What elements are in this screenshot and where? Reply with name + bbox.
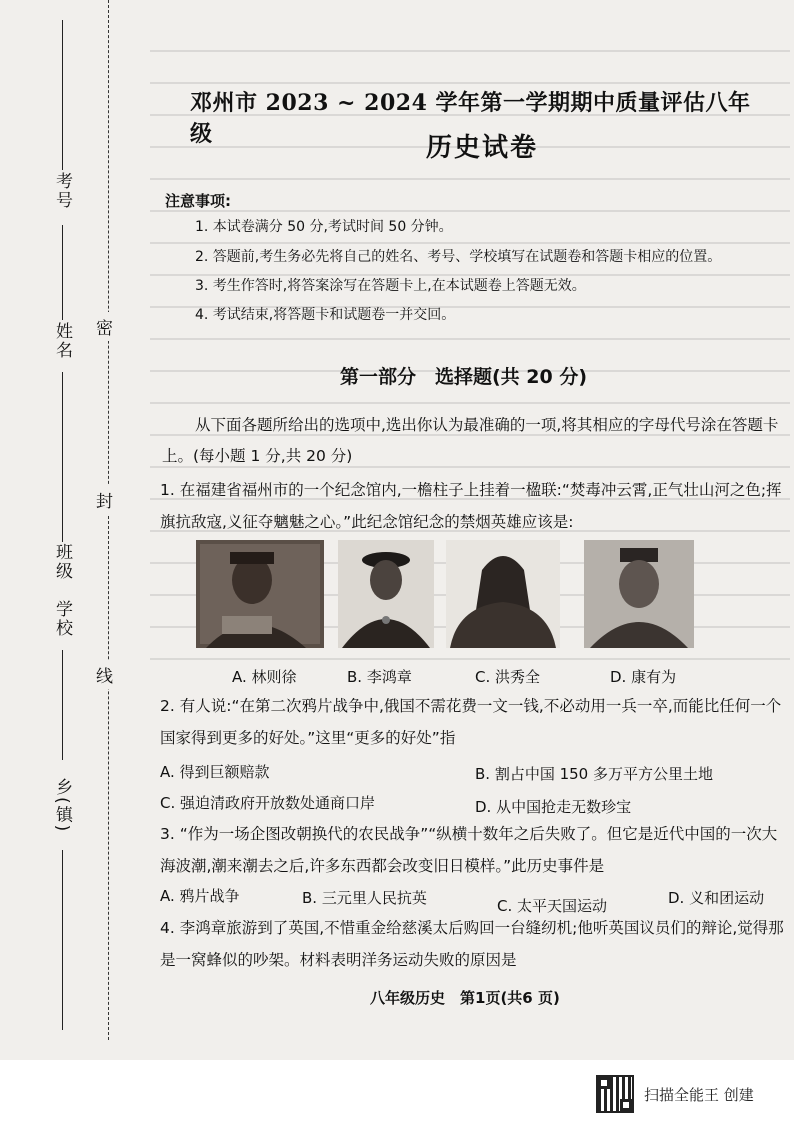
page-footer: 八年级历史 第1页(共6 页) <box>370 989 560 1007</box>
notice-title: 注意事项: <box>165 192 231 210</box>
q3-option-b: B. 三元里人民抗英 <box>302 889 427 907</box>
notice-item: 2. 答题前,考生务必先将自己的姓名、考号、学校填写在试题卷和答题卡相应的位置。 <box>195 249 722 265</box>
seal-char-xian: 线 <box>96 660 113 689</box>
q1-option-d: D. 康有为 <box>610 668 677 686</box>
exam-title: 邓州市 2023 ~ 2024 学年第一学期期中质量评估八年级 <box>190 90 751 147</box>
margin-label-school: 学校 <box>52 600 72 638</box>
margin-blank-line <box>62 20 64 170</box>
margin-blank-line <box>62 225 64 320</box>
q2-option-b: B. 割占中国 150 多万平方公里土地 <box>475 765 713 783</box>
q2-option-c: C. 强迫清政府开放数处通商口岸 <box>160 794 376 812</box>
portrait-li-hongzhang <box>338 540 434 648</box>
exam-subtitle: 历史试卷 <box>426 133 539 163</box>
portrait-kang-youwei <box>584 540 694 648</box>
scanner-label: 扫描全能王 创建 <box>644 1085 754 1104</box>
margin-blank-line <box>62 372 64 542</box>
q2-option-d: D. 从中国抢走无数珍宝 <box>475 798 632 816</box>
q1-option-c: C. 洪秀全 <box>475 668 541 686</box>
q1-option-b: B. 李鸿章 <box>347 668 412 686</box>
part-instruction: 从下面各题所给出的选项中,选出你认为最准确的一项,将其相应的字母代号涂在答题卡上。(每小题 1 分,共 20 分) <box>162 416 779 465</box>
notice-item: 1. 本试卷满分 50 分,考试时间 50 分钟。 <box>195 219 453 235</box>
q3-option-a: A. 鸦片战争 <box>160 887 240 905</box>
q3-option-c: C. 太平天国运动 <box>497 897 608 915</box>
question-3-stem: 3. “作为一场企图改朝换代的农民战争”“纵横十数年之后失败了。但它是近代中国的一次大海波潮,潮来潮去之后,许多东西都会改变旧日模样。”此历史事件是 <box>160 825 778 875</box>
margin-label-name: 姓名 <box>52 322 72 360</box>
notice-item: 4. 考试结束,将答题卡和试题卷一并交回。 <box>195 307 456 323</box>
seal-char-feng: 封 <box>96 485 113 514</box>
qr-code-icon <box>596 1075 634 1113</box>
part-title: 第一部分 选择题(共 20 分) <box>340 366 588 388</box>
seal-line <box>108 0 110 1040</box>
question-1-stem: 1. 在福建省福州市的一个纪念馆内,一檐柱子上挂着一楹联:“焚毒冲云霄,正气壮山河之色;挥旗抗敌寇,义征夺魑魅之心。”此纪念馆纪念的禁烟英雄应该是: <box>160 481 782 531</box>
margin-label-town: 乡(镇) <box>52 778 72 834</box>
margin-label-exam-number: 考号 <box>52 172 72 210</box>
q2-option-a: A. 得到巨额赔款 <box>160 763 270 781</box>
portrait-lin-zexu <box>196 540 324 648</box>
statue-hong-xiuquan <box>446 540 560 648</box>
margin-blank-line <box>62 850 64 1030</box>
notice-item: 3. 考生作答时,将答案涂写在答题卡上,在本试题卷上答题无效。 <box>195 278 586 294</box>
seal-char-mi: 密 <box>96 312 113 341</box>
margin-blank-line <box>62 650 64 760</box>
question-4-stem: 4. 李鸿章旅游到了英国,不惜重金给慈溪太后购回一台缝纫机;他听英国议员们的辩论,觉得那是一窝蜂似的吵架。材料表明洋务运动失败的原因是 <box>160 919 784 969</box>
margin-label-class: 班级 <box>52 543 72 581</box>
q3-option-d: D. 义和团运动 <box>668 889 765 907</box>
scanner-watermark <box>596 1075 754 1113</box>
question-2-stem: 2. 有人说:“在第二次鸦片战争中,俄国不需花费一文一钱,不必动用一兵一卒,而能比任何一个国家得到更多的好处。”这里“更多的好处”指 <box>160 697 782 747</box>
q1-option-a: A. 林则徐 <box>232 668 297 686</box>
